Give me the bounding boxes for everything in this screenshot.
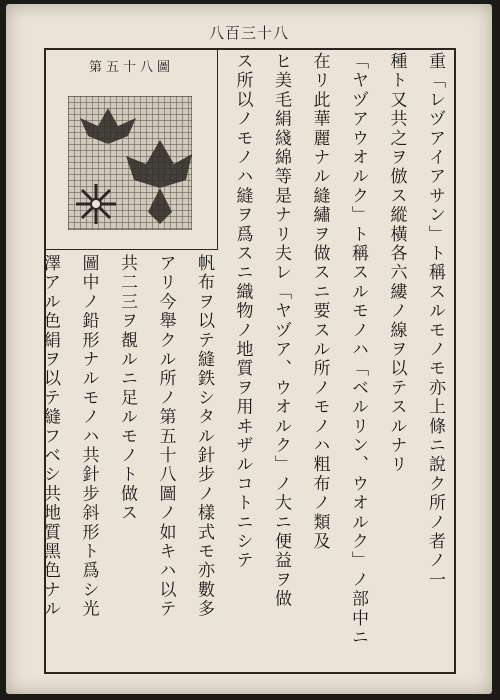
text-column: 帆布ヲ以テ縫鉄シタル針步ノ樣式モ亦數多 [194,254,214,619]
page-number: 八百三十八 [208,24,289,42]
book-page [6,4,492,694]
text-column: ス所以ノモノハ縫ヲ爲スニ織物ノ地質ヲ用ヰザルコトニシテ [232,52,253,571]
text-column: アリ今舉クル所ノ第五十八圖ノ如キハ以テ [155,254,176,619]
embroidery-pattern-illustration [68,96,192,230]
figure-box [46,50,218,250]
text-column: 在リ此華麗ナル縫繡ヲ做スニ要スル所ノモノハ粗布ノ類及 [309,52,330,552]
text-column: 圖中ノ鉛形ナルモノハ共針步斜形ト爲シ光 [78,254,99,619]
text-column: 共二三ヲ覩ルニ足ルモノト做ス [117,254,137,523]
text-column: 種ト又共之ヲ倣ス縱橫各六縷ノ線ヲ以テスルナリ [386,52,407,475]
text-column: 重「レヅアイアサン」ト稱スルモノモ亦上條ニ說ク所ノ者ノ一 [425,52,445,590]
text-column: 「ヤヅアウオルク」ト稱スルモノハ「ベルリン、ウオルク」ノ部中ニ [348,52,368,648]
figure-label: 第五十八圖 [88,60,174,75]
text-column: 澤アル色絹ヲ以テ縫フベシ共地質黑色ナル [40,254,60,619]
text-frame [40,48,456,674]
text-column: ヒ美毛絹綫綿等是ナリ夫レ「ヤヅア、ウオルク」ノ大ニ便益ヲ做 [271,52,291,609]
